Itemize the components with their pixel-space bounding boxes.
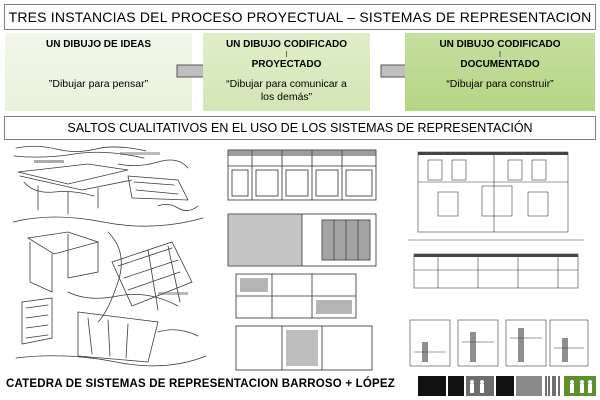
freehand-sketch-image [8,142,208,374]
stage-title: UN DIBUJO CODIFICADO [225,39,348,50]
stage-separator: I [498,50,502,59]
construction-drawings-image [398,142,594,374]
stage-subtitle: PROYECTADO [251,59,322,70]
stage-quote: ”Dibujar para pensar” [48,78,149,90]
architectural-elevations-image [222,142,382,374]
subheader-title: SALTOS CUALITATIVOS EN EL USO DE LOS SISTEMAS DE REPRESENTACIÓN [4,116,596,140]
stage-box-documentado [405,33,595,111]
main-title: TRES INSTANCIAS DEL PROCESO PROYECTUAL – SISTEMAS DE REPRESENTACION [4,4,596,30]
stage-subtitle: DOCUMENTADO [460,59,540,70]
stage-quote: “Dibujar para construir” [446,78,554,90]
catedra-logo-strip [418,374,598,398]
stage-separator: I [285,50,288,59]
stage-title: UN DIBUJO DE IDEAS [45,39,151,50]
stage-quote: “Dibujar para comunicar a los demás” [226,78,347,103]
footer-caption: CATEDRA DE SISTEMAS DE REPRESENTACION BARROSO + LÓPEZ [6,378,395,390]
stage-box-ideas [5,33,192,111]
stage-title: UN DIBUJO CODIFICADO [439,39,561,50]
stage-box-proyectado [203,33,370,111]
